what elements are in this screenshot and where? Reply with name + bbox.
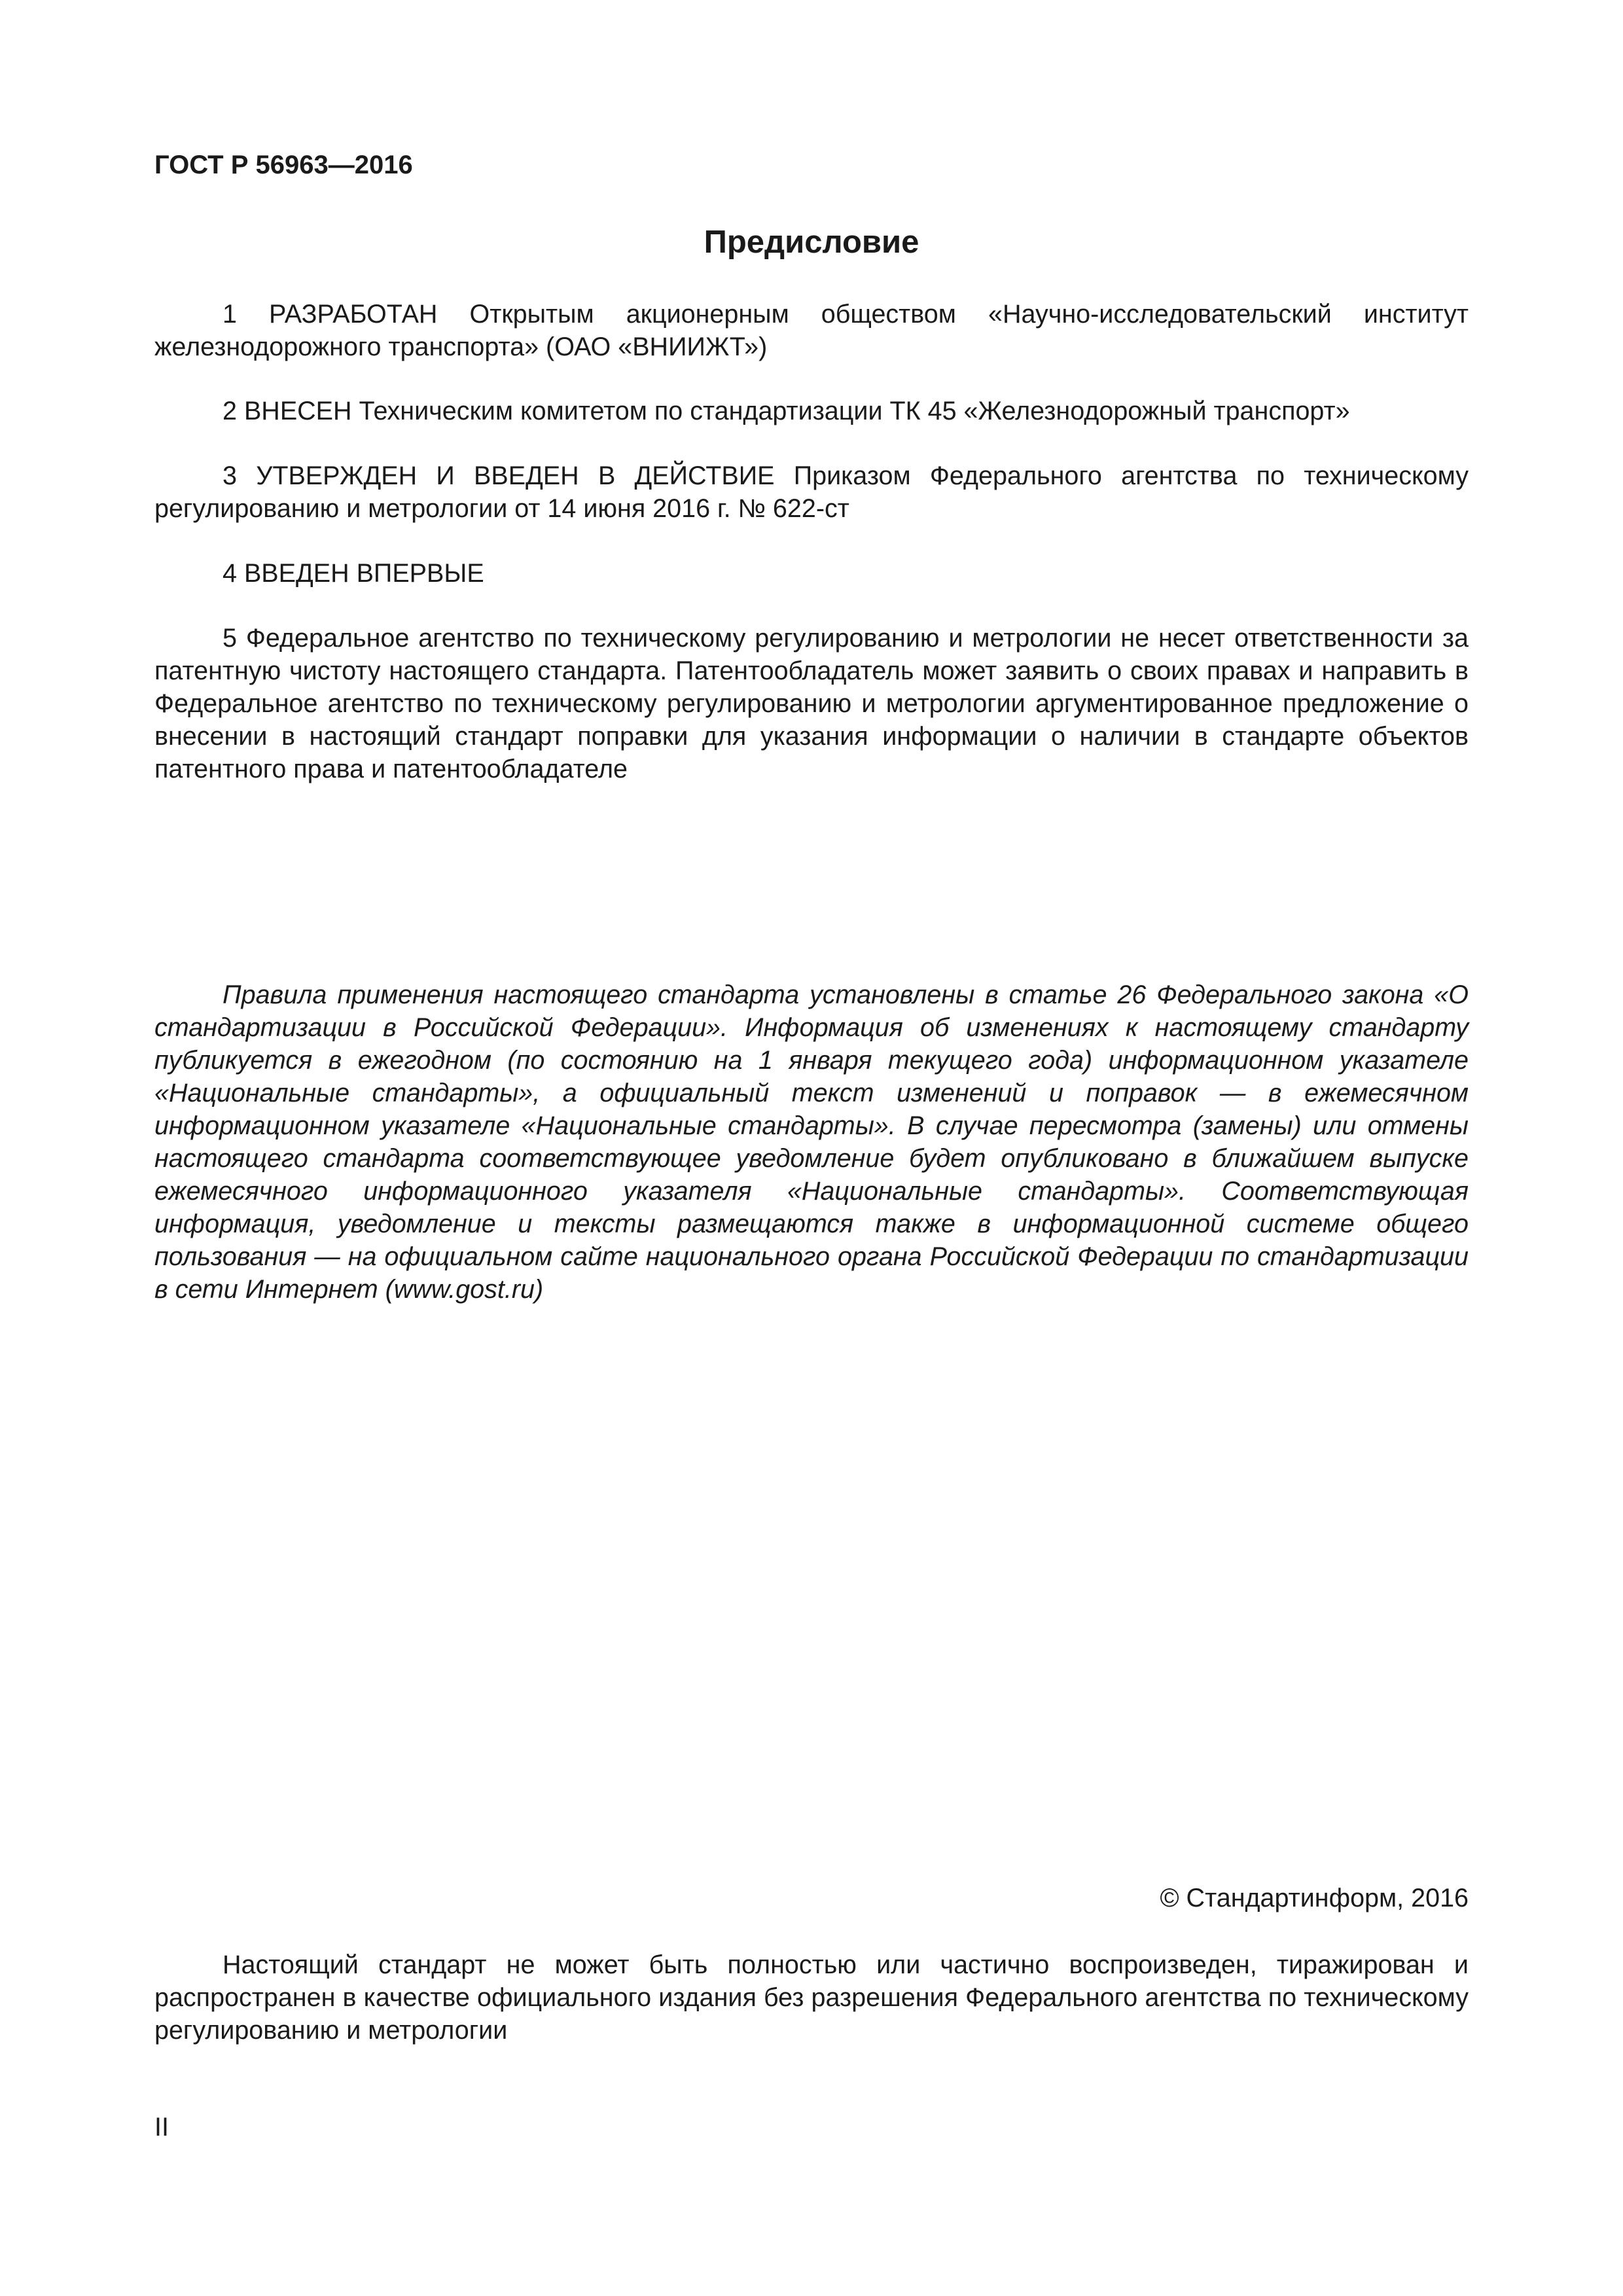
rules-note: Правила применения настоящего стандарта установлены в статье 26 Федерального закона «О стандартизации в Российской Федерации». Информация об изменениях к настоящему стандарту публикуется в ежегодном (по состоянию на 1 января текущего года) информационном указателе «Национальные стандарты», а официальный текст изменений и поправок — в ежемесячном информационном указателе «Национальные стандарты». В случае пересмотра (замены) или отмены настоящего стандарта соответствующее уведомление будет опубликовано в ближайшем выпуске ежемесячного информационного указателя «Национальные стандарты». Соответствующая информация, уведомление и тексты размещаются также в информационной системе общего пользования — на официальном сайте национального органа Российской Федерации по стандартизации в сети Интернет (www.gost.ru): [154, 980, 1469, 1304]
document-id-header: ГОСТ Р 56963—2016: [154, 151, 413, 179]
foreword-item-1: 1 РАЗРАБОТАН Открытым акционерным обществом «Научно-исследовательский институт железнодорожного транспорта» (ОАО «ВНИИЖТ»): [154, 300, 1469, 361]
reproduction-notice: Настоящий стандарт не может быть полностью или частично воспроизведен, тиражирован и распространен в качестве официального издания без разрешения Федерального агентства по техническому регулированию и метрологии: [154, 1950, 1469, 2045]
copyright-line: © Стандартинформ, 2016: [1160, 1884, 1469, 1912]
foreword-item-4: 4 ВВЕДЕН ВПЕРВЫЕ: [223, 559, 484, 588]
page-number: II: [154, 2113, 169, 2142]
foreword-item-2: 2 ВНЕСЕН Техническим комитетом по стандартизации ТК 45 «Железнодорожный транспорт»: [223, 397, 1350, 425]
foreword-item-5: 5 Федеральное агентство по техническому регулированию и метрологии не несет ответственности за патентную чистоту настоящего стандарта. Патентообладатель может заявить о своих правах и направить в Федеральное агентство по техническому регулированию и метрологии аргументированное предложение о внесении в настоящий стандарт поправки для указания информации о наличии в стандарте объектов патентного права и патентообладателе: [154, 624, 1469, 783]
page-title: Предисловие: [704, 224, 919, 260]
foreword-item-3: 3 УТВЕРЖДЕН И ВВЕДЕН В ДЕЙСТВИЕ Приказом Федерального агентства по техническому регулированию и метрологии от 14 июня 2016 г. № 622-ст: [154, 461, 1469, 523]
